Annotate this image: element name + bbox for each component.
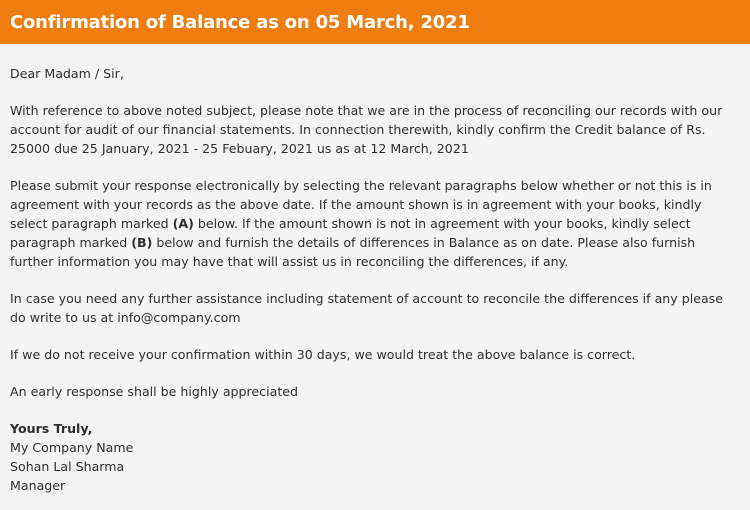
- signer-title: Manager: [10, 478, 66, 493]
- paragraph-deadline: If we do not receive your confirmation within 30 days, we would treat the above balance is correct.: [10, 347, 636, 362]
- signoff: Yours Truly,: [10, 421, 93, 436]
- mark-a: (A): [172, 216, 194, 231]
- signer-name: Sohan Lal Sharma: [10, 459, 125, 474]
- company-name: My Company Name: [10, 440, 134, 455]
- instructions-text-1: Please submit your response electronically by selecting the relevant paragraphs below whether or not this is in agreement with your records as the above date. If the amount shown is in agreement with your books, kindly select paragraph marked: [10, 178, 712, 231]
- header-bar: [0, 0, 750, 44]
- instructions-text-2: below. If the amount shown is not in agreement with your books, kindly select paragraph marked: [10, 216, 691, 250]
- paragraph-reference: With reference to above noted subject, please note that we are in the process of reconciling our records with our account for audit of our financial statements. In connection therewith, kindly confirm the Credit balance of Rs. 25000 due 25 January, 2021 - 25 Febuary, 2021 us as at 12 March, 2021: [10, 103, 723, 156]
- letter-greeting: Dear Madam / Sir,: [10, 66, 124, 81]
- page-title: Confirmation of Balance as on 05 March, 2021: [10, 11, 470, 33]
- mark-b: (B): [131, 235, 153, 250]
- paragraph-instructions: [10, 176, 740, 271]
- paragraph-assistance: In case you need any further assistance including statement of account to reconcile the differences if any please do write to us at info@company.com: [10, 291, 723, 325]
- instructions-text-3: below and furnish the details of differences in Balance as on date. Please also furnish further information you may have that will assist us in reconciling the differences, if any.: [10, 235, 696, 269]
- letter-body: [0, 44, 750, 495]
- paragraph-closing: An early response shall be highly appreciated: [10, 384, 298, 399]
